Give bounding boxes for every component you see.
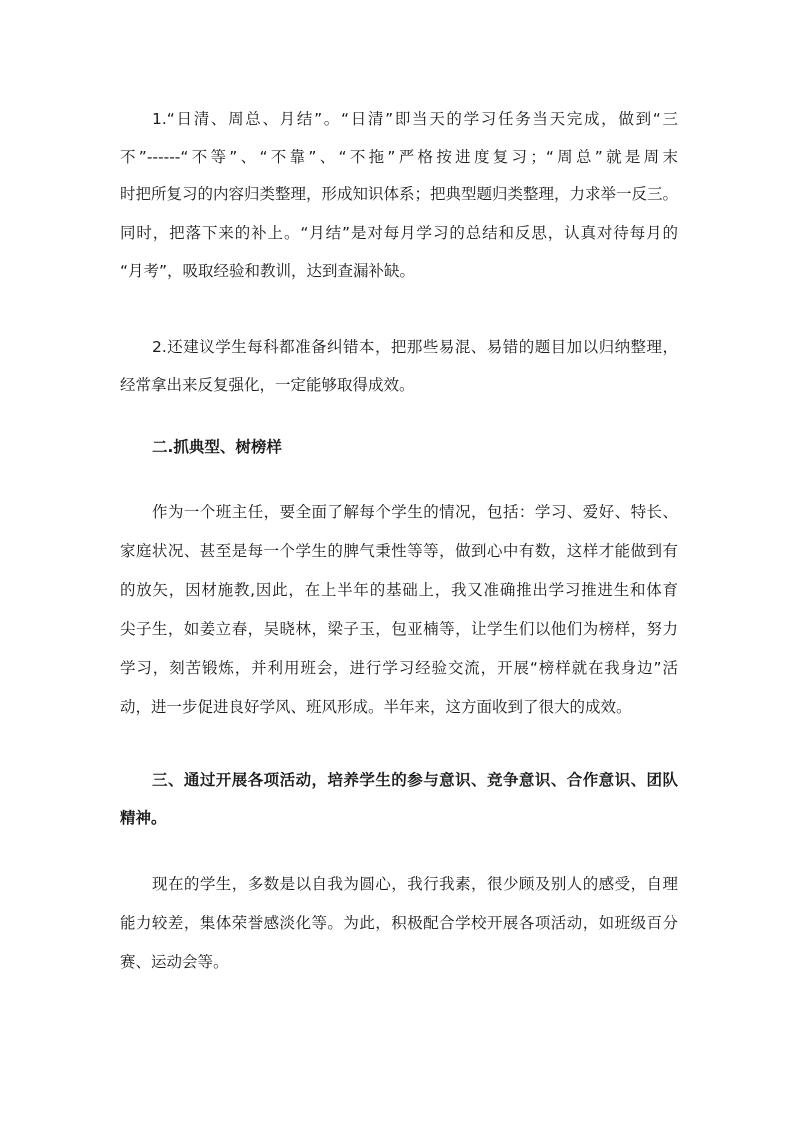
text-line: 2.还建议学生每科都准备纠错本，把那些易混、易错的题目加以归纳整理，: [152, 338, 678, 356]
heading-line: 精神。: [120, 809, 167, 827]
text-line: 的放矢，因材施教,因此，在上半年的基础上，我又准确推出学习推进生和体育: [120, 581, 678, 599]
text-line: 作为一个班主任，要全面了解每个学生的情况，包括：学习、爱好、特长、: [152, 503, 678, 521]
text-line: 学习，刻苦锻炼，并利用班会，进行学习经验交流，开展“榜样就在我身边”活: [120, 659, 678, 677]
text-line: 赛、运动会等。: [120, 953, 229, 971]
heading-line: 二.抓典型、树榜样: [152, 438, 282, 456]
heading-line: 三、通过开展各项活动，培养学生的参与意识、竞争意识、合作意识、团队: [152, 771, 678, 789]
text-line: 现在的学生，多数是以自我为圆心，我行我素，很少顾及别人的感受，自理: [152, 875, 678, 893]
text-line: 尖子生，如姜立春，吴晓林，梁子玉，包亚楠等，让学生们以他们为榜样，努力: [120, 620, 678, 638]
text-line: 能力较差，集体荣誉感淡化等。为此，积极配合学校开展各项活动，如班级百分: [120, 914, 678, 932]
text-line: “月考”，吸取经验和教训，达到查漏补缺。: [120, 262, 416, 280]
text-line: 同时，把落下来的补上。“月结”是对每月学习的总结和反思，认真对待每月的: [120, 224, 678, 242]
text-line: 1.“日清、周总、月结”。“日清”即当天的学习任务当天完成，做到“三: [152, 110, 678, 128]
text-line: 不”------“不等”、“不靠”、“不拖”严格按进度复习；“周总”就是周末: [120, 148, 678, 166]
text-line: 家庭状况、甚至是每一个学生的脾气秉性等等，做到心中有数，这样才能做到有: [120, 542, 678, 560]
text-line: 经常拿出来反复强化，一定能够取得成效。: [120, 376, 415, 394]
text-line: 时把所复习的内容归类整理，形成知识体系；把典型题归类整理，力求举一反三。: [120, 185, 678, 203]
text-line: 动，进一步促进良好学风、班风形成。半年来，这方面收到了很大的成效。: [120, 698, 632, 716]
